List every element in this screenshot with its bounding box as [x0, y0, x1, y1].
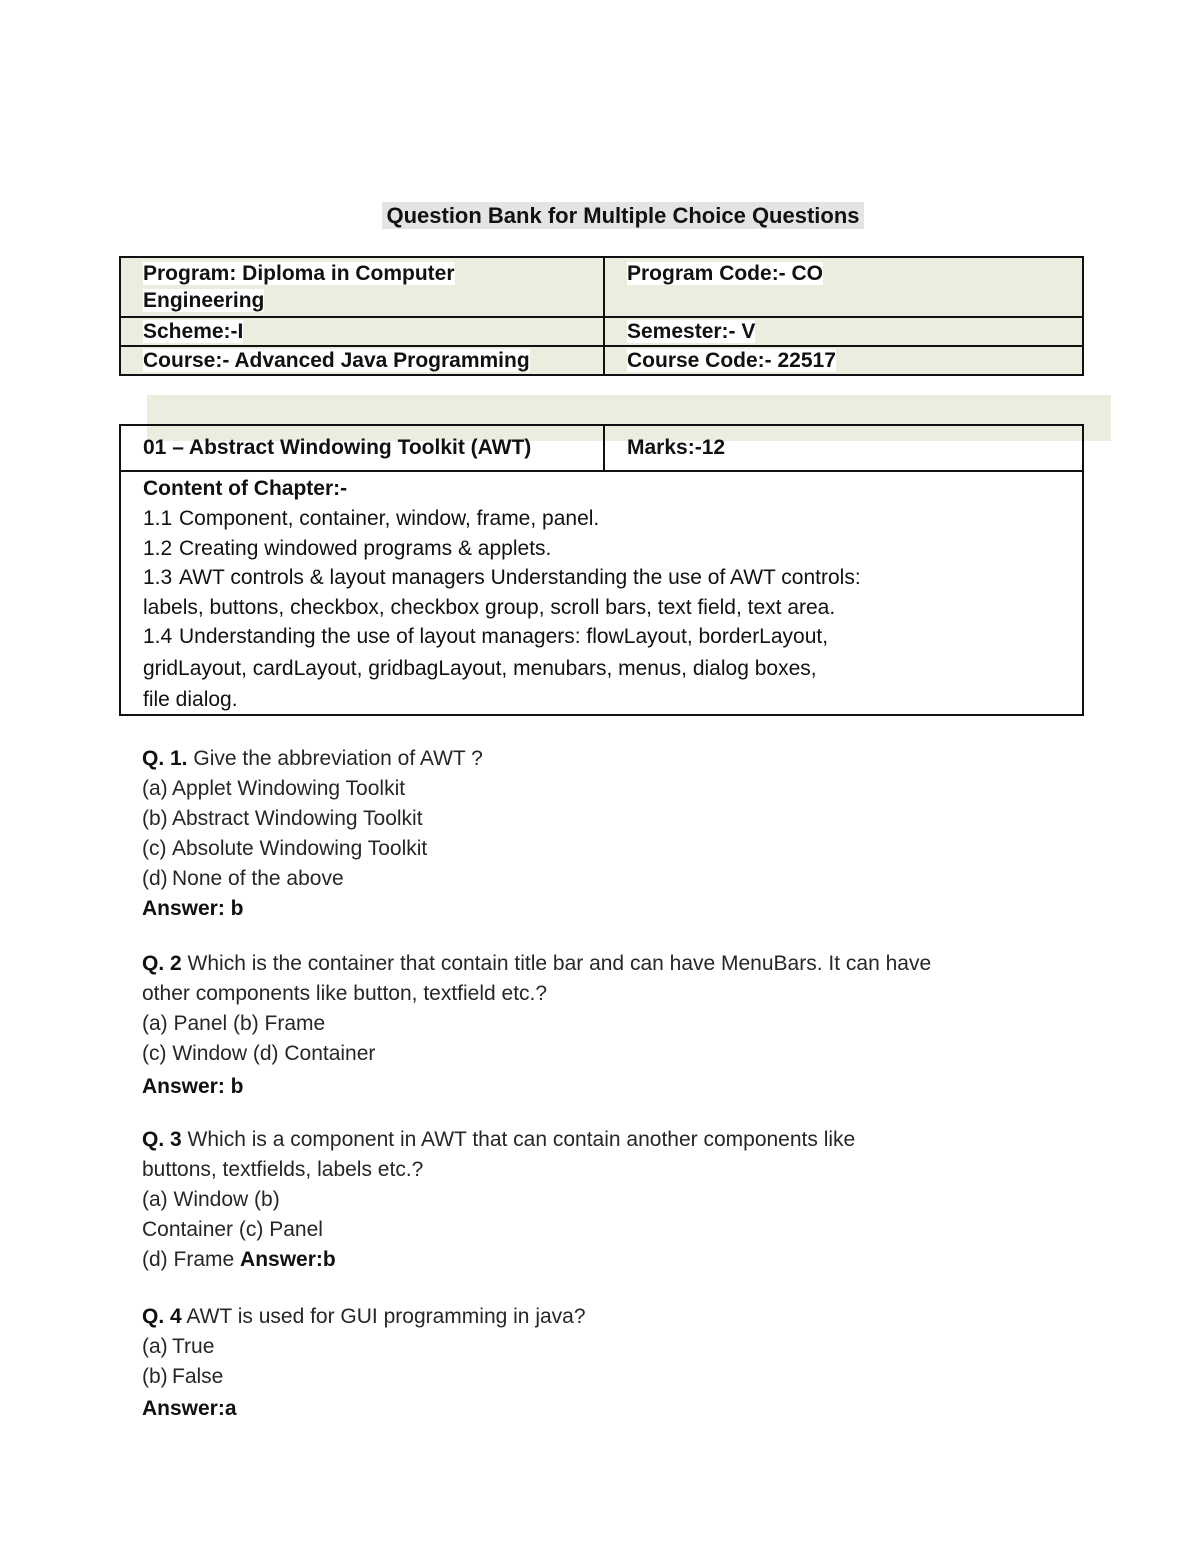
- option-text: Applet Windowing Toolkit: [172, 777, 406, 800]
- option-text: Abstract Windowing Toolkit: [172, 807, 423, 830]
- option: [142, 864, 1092, 894]
- course-cell: [120, 346, 604, 375]
- question-number: Q. 4: [142, 1305, 182, 1328]
- question-number: Q. 1.: [142, 747, 188, 770]
- option-key: (a): [142, 1335, 168, 1358]
- semester: Semester:- V: [627, 320, 756, 343]
- question-body: Which is the container that contain title bar and can have MenuBars. It can have: [187, 952, 932, 975]
- question-body-cont: buttons, textfields, labels etc.?: [142, 1158, 424, 1181]
- question-number: Q. 3: [142, 1128, 182, 1151]
- options-line: Container (c) Panel: [142, 1218, 323, 1241]
- options-line: [142, 1245, 1092, 1275]
- option-text: True: [172, 1335, 215, 1358]
- program-info-table: [119, 256, 1084, 376]
- page-title: [0, 200, 1200, 232]
- option: [142, 804, 1092, 834]
- option-key: (b): [142, 1365, 168, 1388]
- scheme-cell: [120, 317, 604, 346]
- options-line: (c) Window (d) Container: [142, 1042, 376, 1065]
- topic-continuation: file dialog.: [143, 687, 238, 711]
- options-line: (a) Panel (b) Frame: [142, 1012, 326, 1035]
- program-code: Program Code:- CO: [627, 262, 824, 285]
- chapter-content: [120, 471, 1083, 715]
- option: [142, 1362, 1092, 1392]
- question-body: Which is a component in AWT that can contain another components like: [187, 1128, 856, 1151]
- scheme: Scheme:-I: [143, 320, 244, 343]
- course-code-cell: [604, 346, 1083, 375]
- question-4: [142, 1302, 1092, 1424]
- course: Course:- Advanced Java Programming: [143, 349, 530, 372]
- topic-text: Understanding the use of layout managers: flowLayout, borderLayout,: [179, 625, 829, 648]
- topic-number: 1.3: [143, 566, 173, 589]
- option-key: (c): [142, 837, 167, 860]
- question-number: Q. 2: [142, 952, 182, 975]
- option: [142, 834, 1092, 864]
- option: [142, 1332, 1092, 1362]
- question-2: [142, 949, 1092, 1102]
- topic-item: [143, 534, 1082, 564]
- question-3: [142, 1125, 1092, 1275]
- answer: Answer:a: [142, 1397, 237, 1420]
- question-text: [142, 1302, 1092, 1332]
- option-text: (d) Frame: [142, 1248, 235, 1271]
- topic-text: AWT controls & layout managers Understanding the use of AWT controls:: [179, 566, 861, 589]
- option-key: (b): [142, 807, 168, 830]
- question-text: [142, 744, 1092, 774]
- chapter-name: 01 – Abstract Windowing Toolkit (AWT): [120, 425, 604, 471]
- content-title: Content of Chapter:-: [143, 477, 348, 500]
- chapter-table: [119, 424, 1084, 716]
- option-text: False: [172, 1365, 224, 1388]
- topic-text: Component, container, window, frame, panel.: [179, 507, 600, 530]
- question-text: [142, 949, 1092, 979]
- topic-text: Creating windowed programs & applets.: [179, 536, 552, 560]
- topic-item: [143, 563, 1082, 593]
- program-code-cell: [604, 257, 1083, 317]
- answer: Answer: b: [142, 897, 244, 920]
- options-line: (a) Window (b): [142, 1188, 280, 1211]
- question-body: Give the abbreviation of AWT ?: [193, 747, 483, 770]
- course-code: Course Code:- 22517: [627, 349, 836, 372]
- program-label-cont: Engineering: [143, 289, 265, 312]
- option-text: None of the above: [172, 867, 344, 890]
- page-title-text: Question Bank for Multiple Choice Questions: [382, 202, 863, 229]
- option: [142, 774, 1092, 804]
- topic-item: [143, 504, 1082, 534]
- question-text: [142, 1125, 1092, 1155]
- topic-number: 1.1: [143, 507, 173, 530]
- option-text: Absolute Windowing Toolkit: [172, 837, 428, 860]
- chapter-marks: Marks:-12: [604, 425, 1083, 471]
- option-key: (d): [142, 867, 168, 890]
- answer: Answer: b: [142, 1075, 244, 1098]
- answer: Answer:b: [240, 1248, 336, 1271]
- question-body: AWT is used for GUI programming in java?: [186, 1305, 586, 1328]
- semester-cell: [604, 317, 1083, 346]
- program-cell: [120, 257, 604, 317]
- option-key: (a): [142, 777, 168, 800]
- topic-item: [143, 622, 1082, 652]
- topic-continuation: gridLayout, cardLayout, gridbagLayout, menubars, menus, dialog boxes,: [143, 656, 817, 680]
- topic-number: 1.2: [143, 536, 173, 560]
- question-body-cont: other components like button, textfield etc.?: [142, 982, 548, 1005]
- topic-number: 1.4: [143, 625, 173, 648]
- program-label: Program: Diploma in Computer: [143, 262, 455, 285]
- question-1: [142, 744, 1092, 924]
- topic-continuation: labels, buttons, checkbox, checkbox group, scroll bars, text field, text area.: [143, 595, 836, 619]
